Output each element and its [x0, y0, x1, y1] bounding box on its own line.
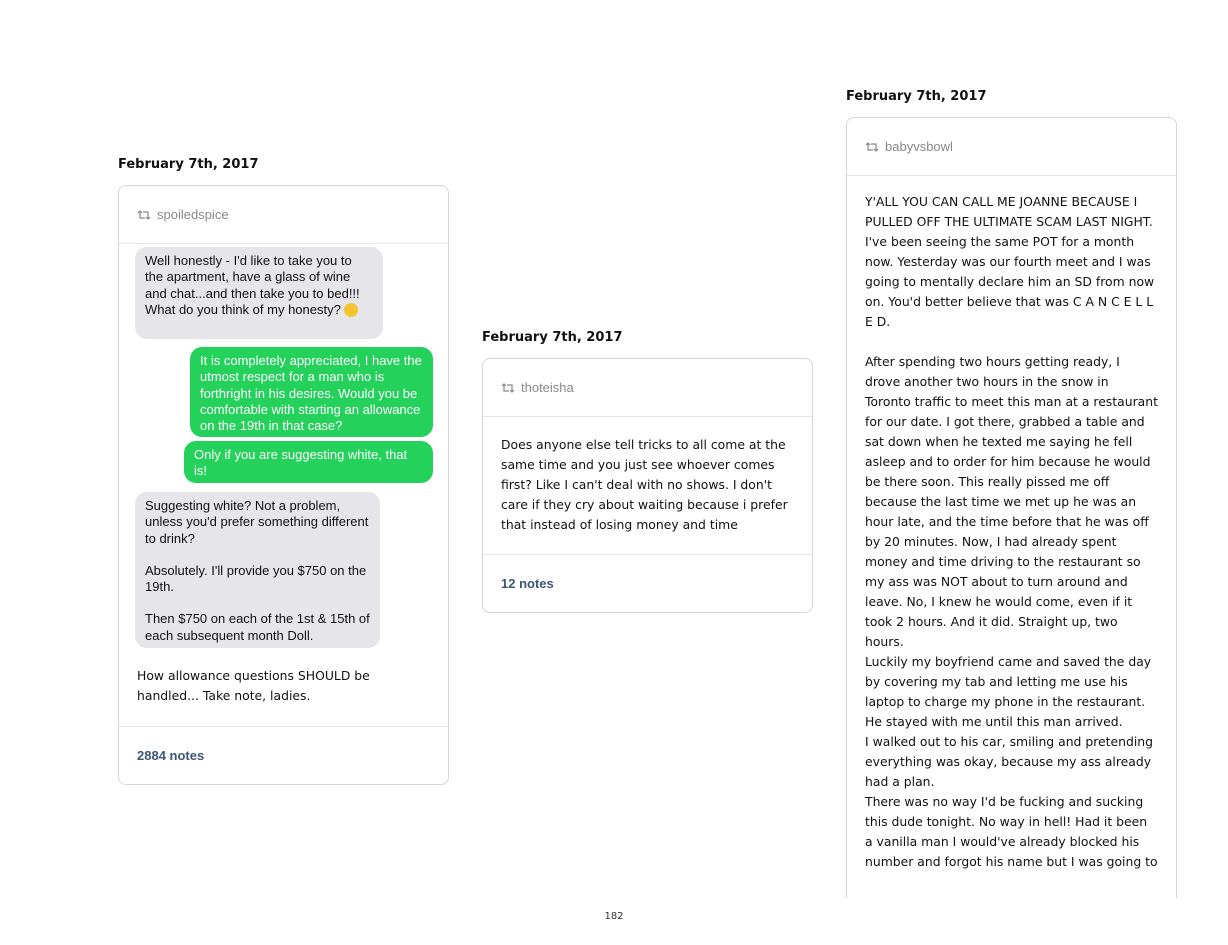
post-body — [847, 176, 1176, 890]
post-column-1 — [118, 157, 449, 785]
post-paragraph: Luckily my boyfriend came and saved the day by covering my tab and letting me use his laptop to charge my phone in the restaurant. He stayed with me until this man arrived. — [865, 654, 1152, 729]
post-paragraph: After spending two hours getting ready, I drove another two hours in the snow in Toronto traffic to meet this man at a restaurant for our date. I got there, grabbed a table and sat down when he texted me saying he fell asleep and to order for him because he would be there soon. This really pissed me off because the last time we met up he was an hour late, and the time before that he was off by 20 minutes. Now, I had already spent money and time driving to the restaurant so my ass was NOT about to turn around and leave. No, I knew he would come, even if it took 2 hours. And it did. Straight up, two hours. — [865, 354, 1158, 649]
post-caption: How allowance questions SHOULD be handled... Take note, ladies. — [137, 668, 370, 703]
reblog-icon — [501, 383, 515, 393]
wink-emoji-icon — [344, 303, 358, 317]
post-card — [846, 117, 1177, 898]
post-date: February 7th, 2017 — [482, 330, 623, 345]
post-username[interactable]: babyvsbowl — [885, 139, 953, 154]
post-username[interactable]: thoteisha — [521, 380, 574, 395]
post-username[interactable]: spoiledspice — [157, 207, 229, 222]
post-header — [847, 118, 1176, 176]
post-header — [119, 186, 448, 244]
post-paragraph: Y'ALL YOU CAN CALL ME JOANNE BECAUSE I PULLED OFF THE ULTIMATE SCAM LAST NIGHT. I've been seeing the same POT for a month now. Yesterday was our fourth meet and I was going to mentally declare him an SD from now on. You'd better believe that was C A N C E L L E D. — [865, 194, 1155, 329]
chat-bubble-right: Only if you are suggesting white, that is! — [184, 441, 433, 483]
post-date: February 7th, 2017 — [118, 157, 259, 172]
post-header — [483, 359, 812, 417]
post-notes-count[interactable]: 2884 notes — [119, 726, 448, 784]
reblog-icon — [865, 142, 879, 152]
post-paragraph: There was no way I'd be fucking and sucking this dude tonight. No way in hell! Had it been a vanilla man I would've already blocked his number and forgot his name but I was going to — [865, 794, 1158, 869]
post-column-3 — [846, 89, 1177, 898]
reblog-icon — [137, 210, 151, 220]
post-card — [482, 358, 813, 613]
chat-bubble-left: Suggesting white? Not a problem, unless you'd prefer something different to drink? Absolutely. I'll provide you $750 on the 19th. Then $750 on each of the 1st & 15th of each subsequent month Doll. — [135, 492, 380, 648]
page-number: 182 — [604, 911, 624, 922]
post-card — [118, 185, 449, 785]
post-body: Does anyone else tell tricks to all come at the same time and you just see whoever comes first? Like I can't deal with no shows. I don't care if they cry about waiting because i prefer that instead of losing money and time — [501, 437, 788, 532]
post-paragraph: I walked out to his car, smiling and pretending everything was okay, because my ass already had a plan. — [865, 734, 1154, 789]
post-date: February 7th, 2017 — [846, 89, 987, 104]
chat-bubble-right: It is completely appreciated, I have the utmost respect for a man who is forthright in his desires. Would you be comfortable with starting an allowance on the 19th in that case? — [190, 347, 433, 437]
post-column-2 — [482, 330, 813, 613]
chat-bubble-left: Well honestly - I'd like to take you to the apartment, have a glass of wine and chat...and then take you to bed!!! What do you think of my honesty? — [135, 247, 383, 339]
chat-screenshot — [119, 244, 448, 654]
post-notes-count[interactable]: 12 notes — [483, 554, 812, 612]
